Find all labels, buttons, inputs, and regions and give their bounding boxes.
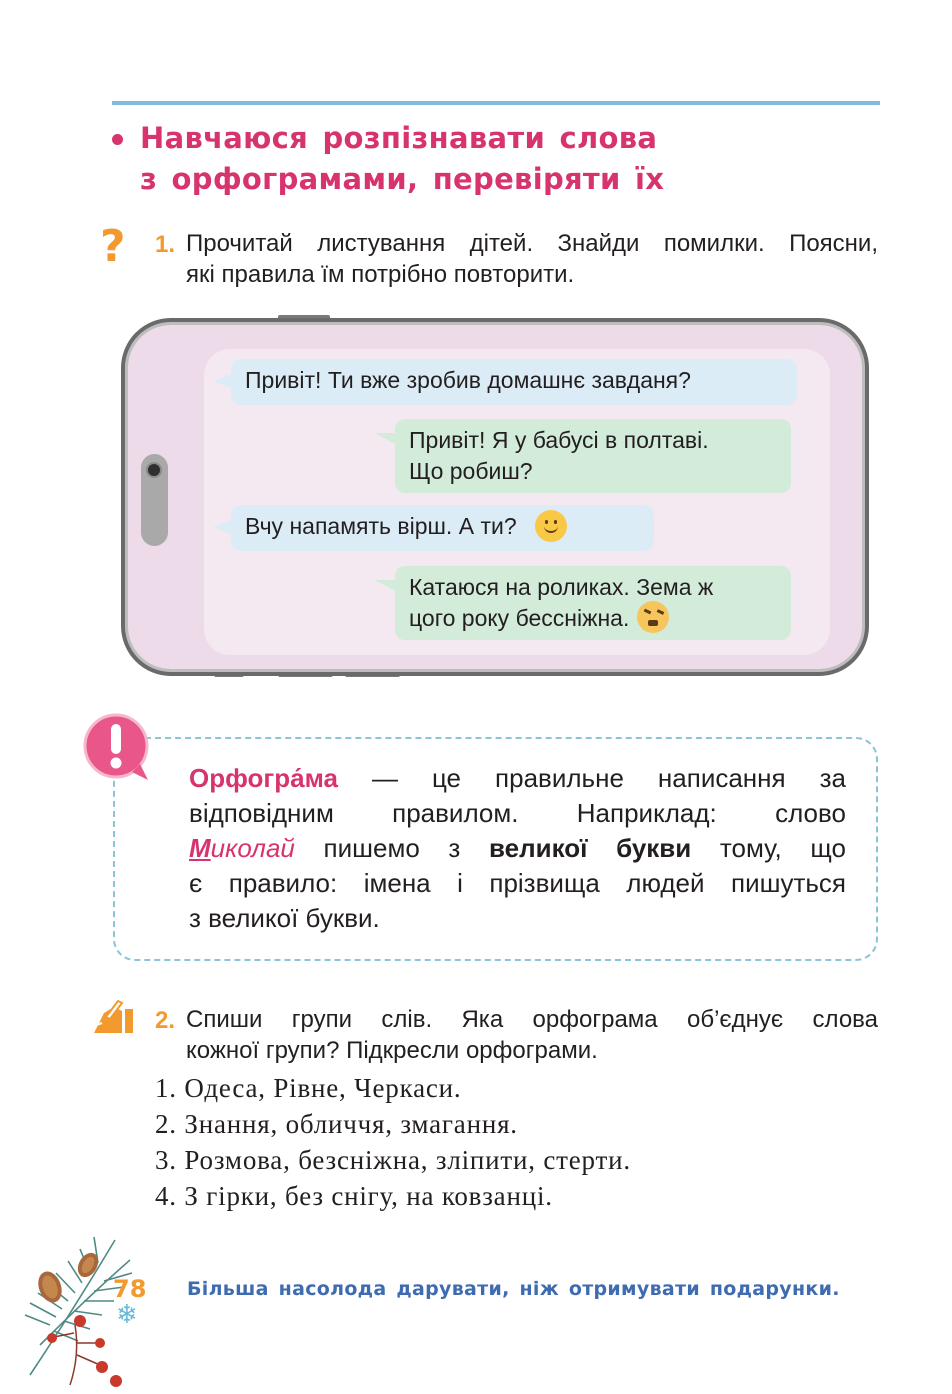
task1-line2: які правила їм потрібно повторити. [186,261,575,288]
chat-message-text: цого року бессніжна. [409,605,630,631]
writing-hand-icon [92,997,136,1035]
smile-icon [535,510,567,542]
task2-text [186,1004,878,1066]
section-bullet [112,134,123,145]
chat-message-left [231,505,654,551]
list-item: 4. З гірки, без снігу, на ковзанці. [155,1181,553,1211]
page-number: 78 [113,1275,147,1303]
task2-line1: Спиши групи слів. Яка орфограма об’єднує слова [186,1006,878,1033]
chat-message-text: Катаюся на роликах. Зема ж [409,574,714,600]
rule-bold-phrase: великої букви [489,833,692,863]
chat-message-text: Вчу напамять вірш. А ти? [245,513,517,539]
list-item: 3. Розмова, безсніжна, зліпити, стерти. [155,1145,631,1175]
word-groups-list [155,1070,631,1214]
task1-text [186,228,878,290]
chat-message-text: Що робиш? [409,458,533,484]
rule-line2: відповідним правилом. Наприклад: слово [189,798,846,828]
camera-icon [148,464,160,476]
chat-message-right [395,419,791,493]
snowflake-icon: ❄ [116,1299,138,1329]
task2-line2: кожної групи? Підкресли орфограми. [186,1037,598,1064]
question-icon: ? [100,221,126,272]
rule-line3-end: тому, що [691,833,846,863]
chat-message-left [231,359,797,405]
angry-icon [637,601,669,633]
list-item: 2. Знання, обличчя, змагання. [155,1109,518,1139]
rule-line5: з великої букви. [189,903,380,933]
phone-screen [204,349,830,655]
rule-line4: є правило: імена і прізвища людей пишуться [189,868,846,898]
rule-term: Орфогра́ма [189,763,338,793]
section-title-line2: з орфограмами, перевіряти їх [140,162,665,196]
exclamation-icon [82,712,152,782]
chat-message-text: Привіт! Ти вже зробив домашнє завданя? [245,367,691,393]
rule-line1: — це правильне написання за [337,763,846,793]
section-title [140,118,840,200]
section-title-line1: Навчаюся розпізнавати слова [140,121,658,155]
rule-example-letter: М [189,833,211,863]
rule-example-rest: иколай [210,833,295,863]
task1-number: 1. [155,231,176,258]
task2-number: 2. [155,1007,176,1034]
footer-saying: Більша насолода дарувати, ніж отримувати подарунки. [187,1278,840,1300]
rule-text [189,761,846,936]
chat-message-text: Привіт! Я у бабусі в полтаві. [409,427,709,453]
task1-line1: Прочитай листування дітей. Знайди помилки. Поясни, [186,230,878,257]
top-divider [112,101,880,105]
chat-message-right [395,566,791,640]
phone-illustration [121,318,869,675]
list-item: 1. Одеса, Рівне, Черкаси. [155,1073,462,1103]
rule-example-word [189,833,295,863]
phone-body [121,318,869,676]
rule-line3-mid: пишемо з [294,833,489,863]
